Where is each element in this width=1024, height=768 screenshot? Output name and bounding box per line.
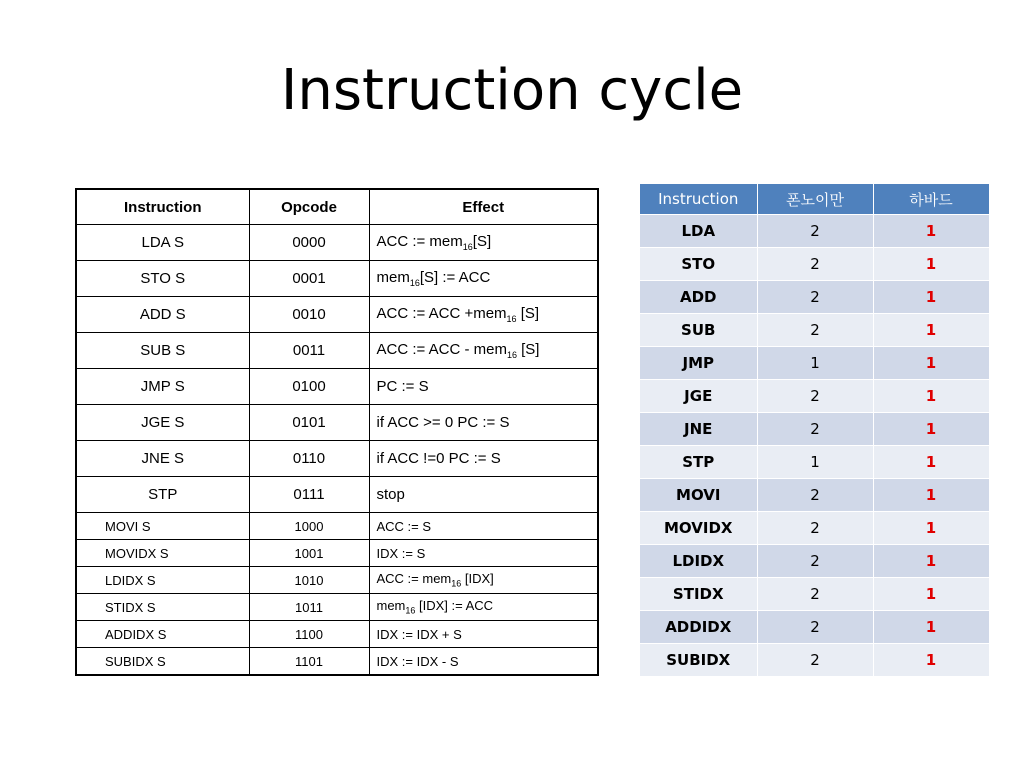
table-row <box>76 477 598 513</box>
effect-text: if ACC !=0 PC := S <box>376 450 501 467</box>
instruction-cell: ADD S <box>76 297 249 333</box>
effect-text-tail: [IDX] := ACC <box>415 598 494 614</box>
harvard-cycles-cell: 1 <box>873 578 989 611</box>
opcode-cell: 1011 <box>249 594 369 621</box>
harvard-cycles-cell: 1 <box>873 380 989 413</box>
opcode-cell: 1010 <box>249 567 369 594</box>
header-instruction: Instruction <box>640 184 757 215</box>
instruction-name-cell: ADD <box>640 281 757 314</box>
table-row <box>76 261 598 297</box>
page-title: Instruction cycle <box>280 58 744 123</box>
effect-text: IDX := IDX + S <box>376 626 462 642</box>
von-neumann-cycles-cell: 2 <box>757 479 873 512</box>
instruction-cell: STP <box>76 477 249 513</box>
table-row <box>640 380 989 413</box>
effect-text: PC := S <box>376 378 429 395</box>
effect-cell <box>369 441 598 477</box>
table-row <box>76 621 598 648</box>
table-row <box>640 512 989 545</box>
table-row <box>640 413 989 446</box>
effect-cell <box>369 567 598 594</box>
effect-cell <box>369 261 598 297</box>
table-row <box>640 644 989 677</box>
header-instruction: Instruction <box>76 189 249 225</box>
instruction-cell: LDA S <box>76 225 249 261</box>
opcode-cell: 0000 <box>249 225 369 261</box>
effect-subscript: 16 <box>506 350 517 360</box>
instruction-cell: ADDIDX S <box>76 621 249 648</box>
opcode-cell: 0100 <box>249 369 369 405</box>
effect-subscript: 16 <box>409 278 420 288</box>
opcode-cell: 0001 <box>249 261 369 297</box>
table-row <box>76 405 598 441</box>
effect-text: mem <box>376 598 406 614</box>
von-neumann-cycles-cell: 2 <box>757 248 873 281</box>
instruction-name-cell: SUB <box>640 314 757 347</box>
instruction-name-cell: JNE <box>640 413 757 446</box>
table-row <box>640 545 989 578</box>
instruction-cell: MOVIDX S <box>76 540 249 567</box>
effect-cell <box>369 594 598 621</box>
harvard-cycles-cell: 1 <box>873 512 989 545</box>
instruction-cell: MOVI S <box>76 513 249 540</box>
effect-text: ACC := ACC - mem <box>376 341 507 358</box>
harvard-cycles-cell: 1 <box>873 281 989 314</box>
table-row <box>640 248 989 281</box>
instruction-name-cell: LDIDX <box>640 545 757 578</box>
header-harvard: 하바드 <box>873 184 989 215</box>
instruction-name-cell: STO <box>640 248 757 281</box>
effect-subscript: 16 <box>462 242 473 252</box>
instruction-cell: JGE S <box>76 405 249 441</box>
instruction-cell: STIDX S <box>76 594 249 621</box>
table-row <box>76 567 598 594</box>
instruction-name-cell: STIDX <box>640 578 757 611</box>
effect-text: mem <box>376 269 410 286</box>
opcode-cell: 0101 <box>249 405 369 441</box>
von-neumann-cycles-cell: 2 <box>757 281 873 314</box>
von-neumann-cycles-cell: 2 <box>757 545 873 578</box>
effect-subscript: 16 <box>405 605 416 616</box>
effect-cell <box>369 513 598 540</box>
opcode-cell: 0011 <box>249 333 369 369</box>
instruction-cell: JMP S <box>76 369 249 405</box>
cycle-count-table <box>640 184 990 676</box>
effect-text: ACC := ACC +mem <box>376 305 507 322</box>
table-row <box>640 215 989 248</box>
table-row <box>76 369 598 405</box>
instruction-name-cell: ADDIDX <box>640 611 757 644</box>
harvard-cycles-cell: 1 <box>873 314 989 347</box>
table-row <box>640 347 989 380</box>
table-row <box>640 611 989 644</box>
von-neumann-cycles-cell: 2 <box>757 314 873 347</box>
effect-cell <box>369 333 598 369</box>
table-row <box>640 314 989 347</box>
opcode-cell: 1001 <box>249 540 369 567</box>
opcode-cell: 1100 <box>249 621 369 648</box>
effect-cell <box>369 540 598 567</box>
header-von-neumann: 폰노이만 <box>757 184 873 215</box>
effect-cell <box>369 405 598 441</box>
table-row <box>640 281 989 314</box>
effect-text-tail: [S] := ACC <box>419 269 491 286</box>
harvard-cycles-cell: 1 <box>873 215 989 248</box>
opcode-table-header <box>76 189 598 225</box>
instruction-name-cell: STP <box>640 446 757 479</box>
instruction-cell: LDIDX S <box>76 567 249 594</box>
instruction-name-cell: SUBIDX <box>640 644 757 677</box>
header-effect: Effect <box>369 189 598 225</box>
opcode-table-container <box>75 188 597 676</box>
von-neumann-cycles-cell: 2 <box>757 380 873 413</box>
opcode-cell: 0010 <box>249 297 369 333</box>
instruction-name-cell: MOVI <box>640 479 757 512</box>
header-opcode: Opcode <box>249 189 369 225</box>
harvard-cycles-cell: 1 <box>873 545 989 578</box>
von-neumann-cycles-cell: 2 <box>757 512 873 545</box>
effect-text: IDX := IDX - S <box>376 653 459 669</box>
effect-text: ACC := S <box>376 518 432 534</box>
harvard-cycles-cell: 1 <box>873 248 989 281</box>
harvard-cycles-cell: 1 <box>873 644 989 677</box>
instruction-cell: SUBIDX S <box>76 648 249 676</box>
instruction-name-cell: MOVIDX <box>640 512 757 545</box>
instruction-name-cell: JGE <box>640 380 757 413</box>
table-row <box>640 446 989 479</box>
effect-cell <box>369 369 598 405</box>
von-neumann-cycles-cell: 2 <box>757 611 873 644</box>
cycle-table-body <box>640 215 989 677</box>
table-row <box>76 648 598 676</box>
effect-text-tail: [S] <box>516 305 540 322</box>
effect-cell <box>369 621 598 648</box>
effect-text: IDX := S <box>376 545 426 561</box>
opcode-cell: 1000 <box>249 513 369 540</box>
table-row <box>76 441 598 477</box>
table-row <box>76 225 598 261</box>
cycle-table-header <box>640 184 989 215</box>
instruction-cell: JNE S <box>76 441 249 477</box>
table-row <box>640 578 989 611</box>
opcode-cell: 0111 <box>249 477 369 513</box>
opcode-cell: 1101 <box>249 648 369 676</box>
effect-subscript: 16 <box>506 314 517 324</box>
von-neumann-cycles-cell: 2 <box>757 644 873 677</box>
table-row <box>76 333 598 369</box>
instruction-cell: SUB S <box>76 333 249 369</box>
effect-text: stop <box>376 486 405 503</box>
table-row <box>76 594 598 621</box>
opcode-cell: 0110 <box>249 441 369 477</box>
opcode-table-body <box>76 225 598 676</box>
effect-cell <box>369 297 598 333</box>
effect-cell <box>369 477 598 513</box>
instruction-name-cell: JMP <box>640 347 757 380</box>
effect-text-tail: [S] <box>472 233 492 250</box>
table-row <box>76 540 598 567</box>
von-neumann-cycles-cell: 2 <box>757 413 873 446</box>
effect-text: ACC := mem <box>376 571 452 587</box>
effect-subscript: 16 <box>451 578 462 589</box>
effect-text-tail: [S] <box>516 341 540 358</box>
instruction-name-cell: LDA <box>640 215 757 248</box>
instruction-cell: STO S <box>76 261 249 297</box>
effect-cell <box>369 225 598 261</box>
von-neumann-cycles-cell: 2 <box>757 578 873 611</box>
harvard-cycles-cell: 1 <box>873 347 989 380</box>
table-row <box>76 297 598 333</box>
table-row <box>76 513 598 540</box>
effect-text-tail: [IDX] <box>461 571 494 587</box>
effect-text: if ACC >= 0 PC := S <box>376 414 510 431</box>
effect-text: ACC := mem <box>376 233 463 250</box>
opcode-table <box>75 188 599 676</box>
von-neumann-cycles-cell: 1 <box>757 347 873 380</box>
effect-cell <box>369 648 598 676</box>
harvard-cycles-cell: 1 <box>873 611 989 644</box>
harvard-cycles-cell: 1 <box>873 446 989 479</box>
harvard-cycles-cell: 1 <box>873 479 989 512</box>
harvard-cycles-cell: 1 <box>873 413 989 446</box>
von-neumann-cycles-cell: 1 <box>757 446 873 479</box>
table-row <box>640 479 989 512</box>
von-neumann-cycles-cell: 2 <box>757 215 873 248</box>
